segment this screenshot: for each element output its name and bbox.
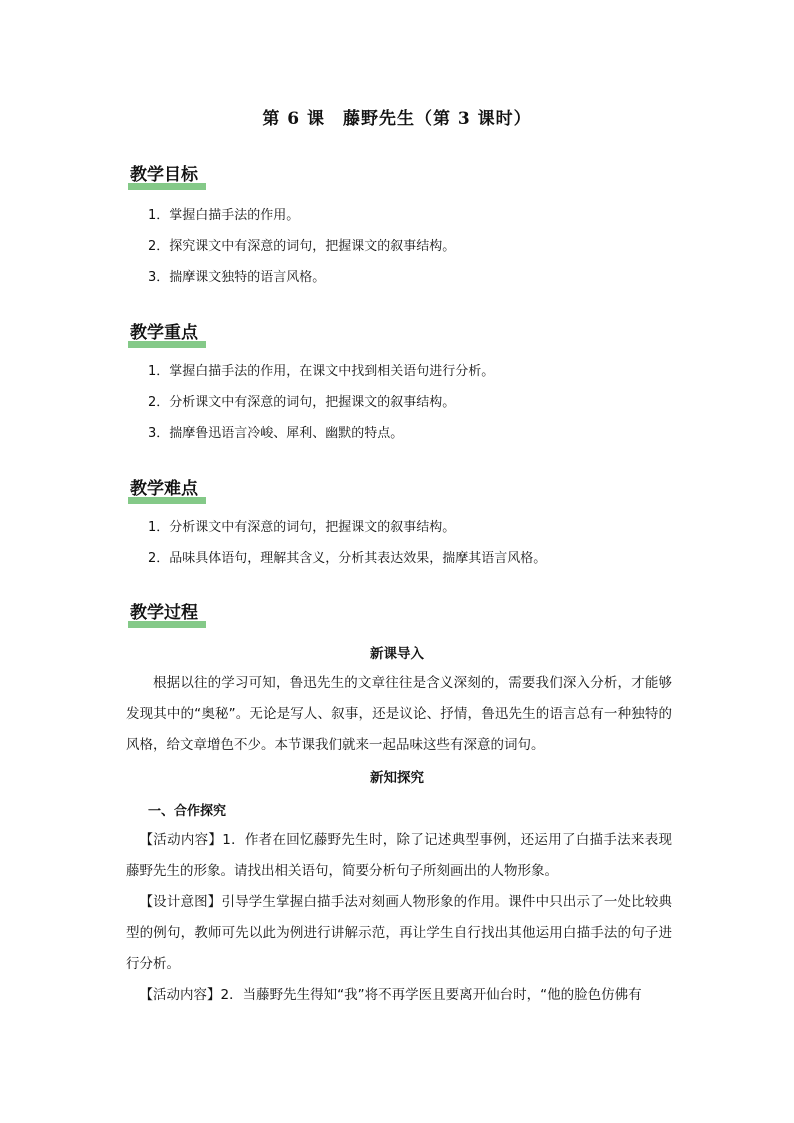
process-heading: 教学过程: [130, 598, 204, 625]
objectives-heading: 教学目标: [130, 160, 204, 187]
list-item: 1．分析课文中有深意的词句，把握课文的叙事结构。: [148, 520, 456, 535]
difficulties-heading: 教学难点: [130, 474, 204, 501]
part1-label: 一、合作探究: [148, 804, 227, 819]
list-item: 2．分析课文中有深意的词句，把握课文的叙事结构。: [148, 395, 456, 410]
list-item: 3．揣摩课文独特的语言风格。: [148, 270, 326, 285]
list-item: 1．掌握白描手法的作用，在课文中找到相关语句进行分析。: [148, 364, 495, 379]
lesson-title: 第 6 课 藤野先生（第 3 课时）: [262, 109, 532, 129]
key-points-heading: 教学重点: [130, 318, 204, 345]
difficulties-list: [148, 512, 546, 574]
explore-title: 新知探究: [370, 770, 424, 786]
intro-paragraph: 根据以往的学习可知，鲁迅先生的文章往往是含义深刻的，需要我们深入分析，才能够发现其中的“奥秘”。无论是写人、叙事，还是议论、抒情，鲁迅先生的语言总有一种独特的风格，给文章增色不少。本节课我们就来一起品味这些有深意的词句。: [126, 675, 672, 753]
list-item: 1．掌握白描手法的作用。: [148, 208, 300, 223]
key-points-list: [148, 356, 494, 449]
intro-title: 新课导入: [370, 646, 424, 662]
list-item: 3．揣摩鲁迅语言冷峻、犀利、幽默的特点。: [148, 426, 404, 441]
list-item: 2．品味具体语句，理解其含义，分析其表达效果，揣摩其语言风格。: [148, 551, 547, 566]
activity-1-paragraph: 【活动内容】1．作者在回忆藤野先生时，除了记述典型事例，还运用了白描手法来表现藤野先生的形象。请找出相关语句，简要分析句子所刻画出的人物形象。: [126, 832, 672, 879]
objectives-list: [148, 200, 455, 293]
design-1-paragraph: 【设计意图】引导学生掌握白描手法对刻画人物形象的作用。课件中只出示了一处比较典型的例句，教师可先以此为例进行讲解示范，再让学生自行找出其他运用白描手法的句子进行分析。: [126, 894, 672, 972]
list-item: 2．探究课文中有深意的词句，把握课文的叙事结构。: [148, 239, 456, 254]
activity-2-paragraph: 【活动内容】2．当藤野先生得知“我”将不再学医且要离开仙台时，“他的脸色仿佛有: [139, 987, 642, 1003]
